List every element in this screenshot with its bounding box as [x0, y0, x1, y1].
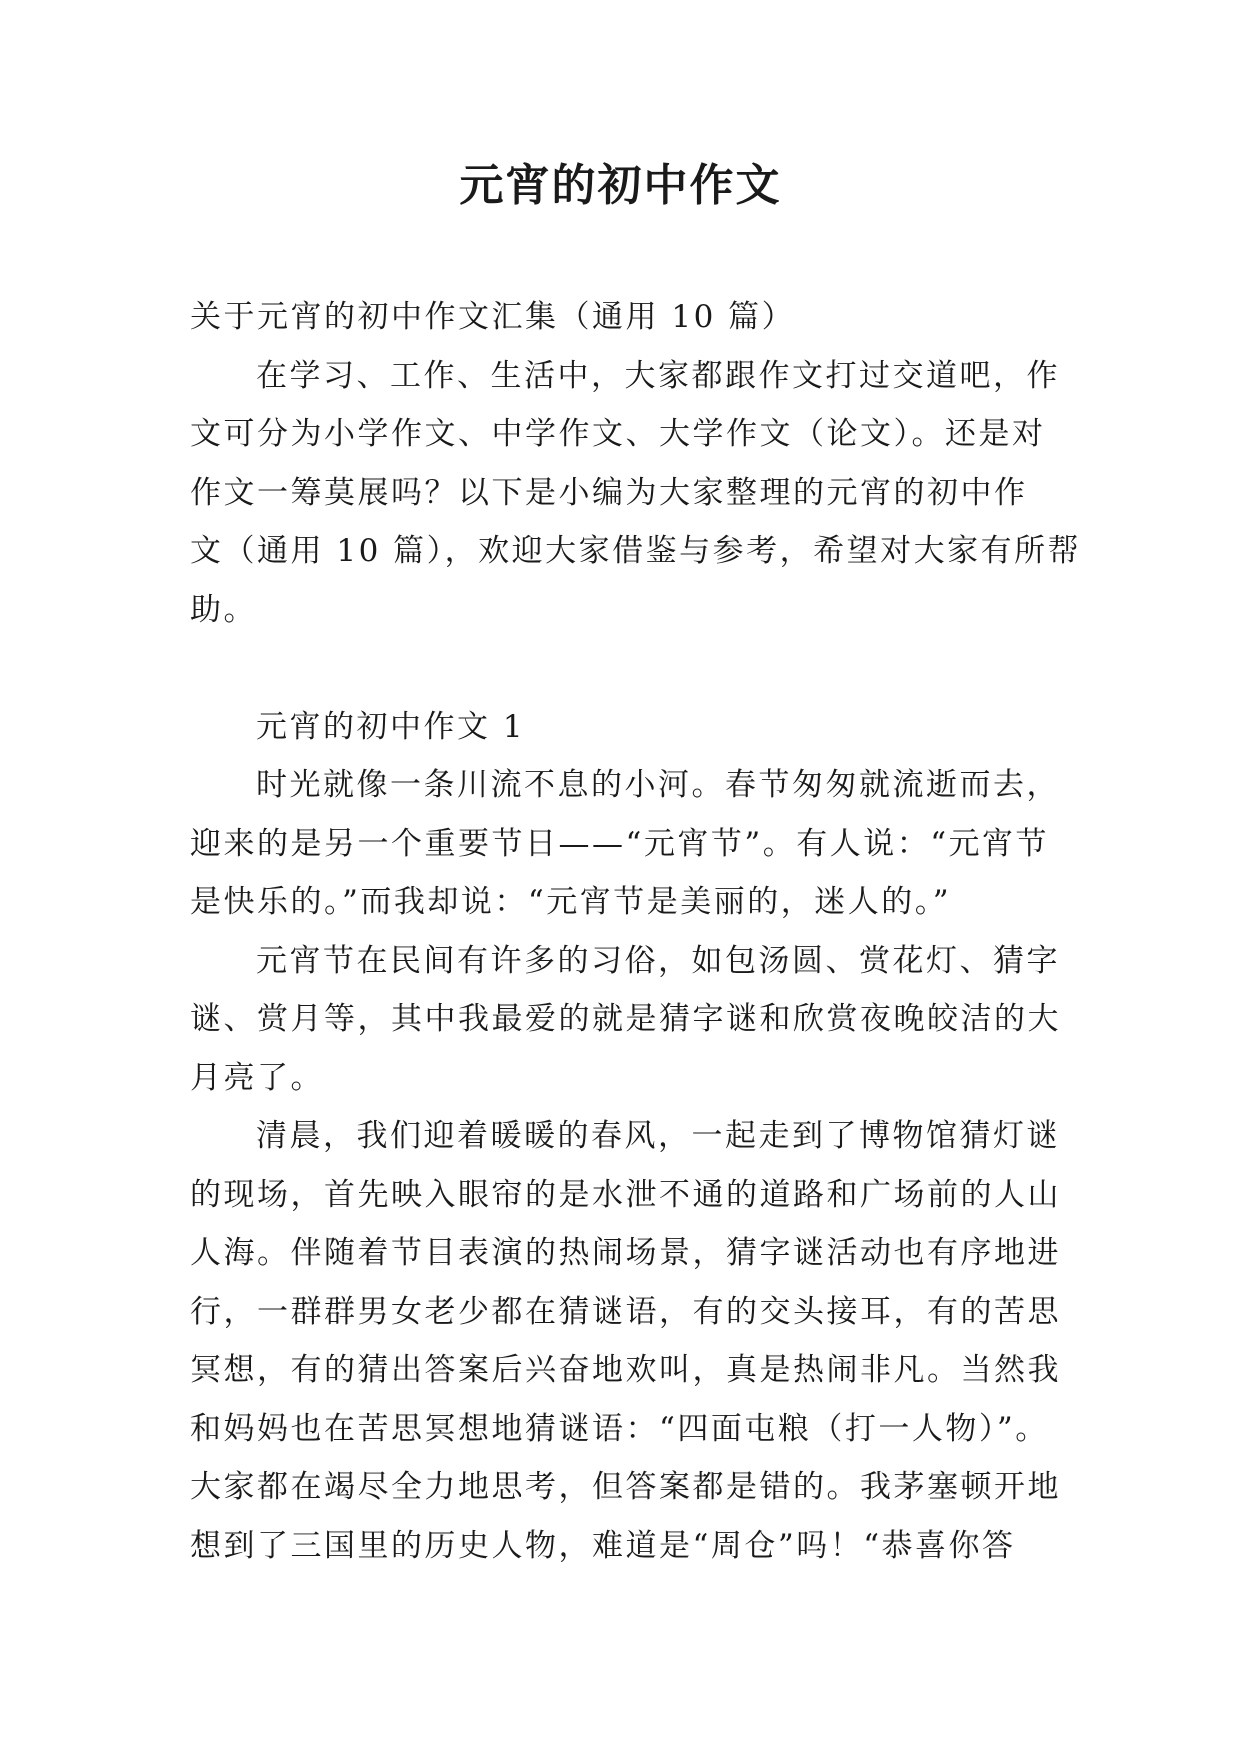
document-body	[190, 288, 1082, 1575]
paragraph-line: 谜、赏月等，其中我最爱的就是猜字谜和欣赏夜晚皎洁的大	[190, 1001, 1061, 1037]
section-heading: 元宵的初中作文 1	[256, 708, 526, 745]
paragraph-line: 月亮了。	[190, 1059, 324, 1096]
paragraph-2	[190, 932, 1060, 1108]
intro-line: 在学习、工作、生活中，大家都跟作文打过交道吧，作	[256, 357, 1060, 394]
paragraph-3	[190, 1107, 1060, 1575]
paragraph-line: 大家都在竭尽全力地思考，但答案都是错的。我茅塞顿开地	[190, 1469, 1061, 1505]
paragraph-line: 元宵节在民间有许多的习俗，如包汤圆、赏花灯、猜字	[256, 942, 1060, 979]
intro-line: 助。	[190, 591, 257, 628]
paragraph-line: 人海。伴随着节目表演的热闹场景，猜字谜活动也有序地进	[190, 1235, 1061, 1271]
intro-line: 文（通用 10 篇），欢迎大家借鉴与参考，希望对大家有所帮	[190, 533, 1082, 569]
intro-line: 文可分为小学作文、中学作文、大学作文（论文）。还是对	[190, 416, 1046, 452]
document-subtitle: 关于元宵的初中作文汇集（通用 10 篇）	[190, 299, 796, 335]
paragraph-line: 迎来的是另一个重要节日——“元宵节”。有人说：“元宵节	[190, 825, 1050, 862]
paragraph-1	[190, 756, 1060, 932]
paragraph-line: 想到了三国里的历史人物，难道是“周仓”吗！“恭喜你答	[190, 1527, 1016, 1564]
document-title: 元宵的初中作文	[459, 160, 782, 211]
paragraph-line: 冥想，有的猜出答案后兴奋地欢叫，真是热闹非凡。当然我	[190, 1352, 1061, 1388]
intro-line: 作文一筹莫展吗？以下是小编为大家整理的元宵的初中作	[190, 474, 1028, 511]
section-spacer	[190, 639, 1060, 698]
paragraph-line: 的现场，首先映入眼帘的是水泄不通的道路和广场前的人山	[190, 1176, 1061, 1213]
paragraph-line: 是快乐的。”而我却说：“元宵节是美丽的，迷人的。”	[190, 884, 952, 920]
paragraph-line: 和妈妈也在苦思冥想地猜谜语：“四面屯粮（打一人物）”。	[190, 1410, 1049, 1447]
paragraph-line: 行，一群群男女老少都在猜谜语，有的交头接耳，有的苦思	[190, 1293, 1061, 1330]
paragraph-line: 清晨，我们迎着暖暖的春风，一起走到了博物馆猜灯谜	[256, 1118, 1060, 1154]
intro-paragraph	[190, 347, 1082, 640]
paragraph-line: 时光就像一条川流不息的小河。春节匆匆就流逝而去，	[256, 767, 1060, 803]
